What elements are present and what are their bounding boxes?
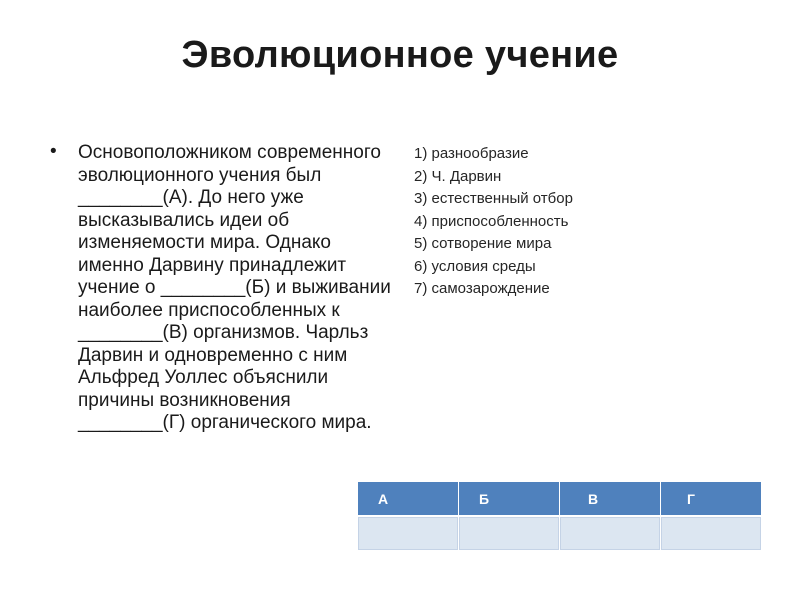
option-2: 2) Ч. Дарвин	[414, 167, 502, 185]
answer-table	[357, 481, 762, 551]
bullet-marker: •	[50, 141, 57, 162]
answer-header-g: Г	[661, 482, 762, 517]
option-7: 7) самозарождение	[414, 280, 550, 297]
answer-header-b: Б	[459, 482, 560, 517]
answer-options-list	[414, 143, 674, 301]
answer-table-row	[358, 516, 762, 551]
answer-cell-a[interactable]	[358, 516, 459, 551]
slide-title: Эволюционное учение	[181, 34, 619, 76]
answer-cell-v[interactable]	[560, 516, 661, 551]
option-4: 4) приспособленность	[414, 212, 569, 230]
option-6: 6) условия среды	[414, 257, 536, 275]
option-3: 3) естественный отбор	[414, 190, 573, 207]
answer-table-header-row	[358, 482, 762, 517]
task-paragraph: Основоположником современного эволюционного учения был ________(А). До него уже высказывались идеи об изменяемости мира. Однако именно Дарвину принадлежит учение о ________(Б) и выживании наиболее приспособленных к ________(В) организмов. Чарльз Дарвин и одновременно с ним Альфред Уоллес объяснили причины возникновения ________(Г) органического мира.	[78, 142, 391, 433]
task-text-bullet	[50, 142, 395, 435]
answer-header-v: В	[560, 482, 661, 517]
option-1: 1) разнообразие	[414, 145, 529, 162]
answer-cell-b[interactable]	[459, 516, 560, 551]
option-5: 5) сотворение мира	[414, 235, 552, 252]
answer-header-a: А	[358, 482, 459, 517]
answer-cell-g[interactable]	[661, 516, 762, 551]
